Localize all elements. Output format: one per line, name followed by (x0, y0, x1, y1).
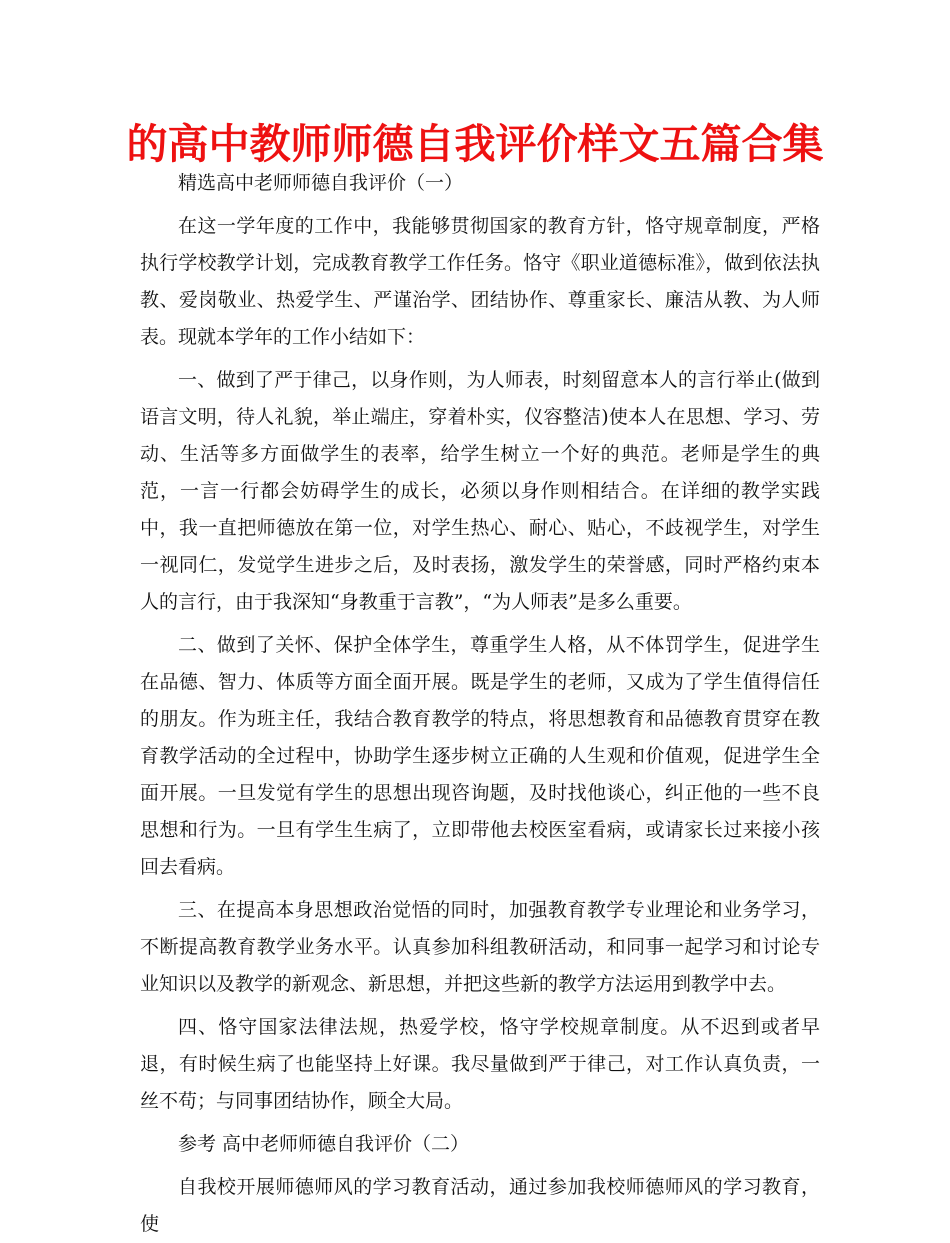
section-heading-1: 精选高中老师师德自我评价（一） (178, 172, 464, 194)
paragraph: 四、恪守国家法律法规，热爱学校，恪守学校规章制度。从不迟到或者早退，有时候生病了也能坚持上好课。我尽量做到严于律己，对工作认真负责，一丝不苟；与同事团结协作，顾全大局。 (140, 1016, 820, 1112)
paragraph: 二、做到了关怀、保护全体学生，尊重学生人格，从不体罚学生，促进学生在品德、智力、体质等方面全面开展。既是学生的老师，又成为了学生值得信任的朋友。作为班主任，我结合教育教学的特点，将思想教育和品德教育贯穿在教育教学活动的全过程中，协助学生逐步树立正确的人生观和价值观，促进学生全面开展。一旦发觉有学生的思想出现咨询题，及时找他谈心，纠正他的一些不良思想和行为。一旦有学生生病了，立即带他去校医室看病，或请家长过来接小孩回去看病。 (140, 634, 820, 878)
paragraph: 自我校开展师德师风的学习教育活动，通过参加我校师德师风的学习教育，使 (140, 1176, 820, 1235)
document-body (140, 165, 820, 1243)
paragraph: 一、做到了严于律己，以身作则，为人师表，时刻留意本人的言行举止(做到语言文明，待人礼貌，举止端庄，穿着朴实，仪容整洁)使本人在思想、学习、劳动、生活等多方面做学生的表率，给学生树立一个好的典范。老师是学生的典范，一言一行都会妨碍学生的成长，必须以身作则相结合。在详细的教学实践中，我一直把师德放在第一位，对学生热心、耐心、贴心，不歧视学生，对学生一视同仁，发觉学生进步之后，及时表扬，激发学生的荣誉感，同时严格约束本人的言行，由于我深知“身教重于言教”，“为人师表”是多么重要。 (140, 369, 820, 613)
paragraph: 在这一学年度的工作中，我能够贯彻国家的教育方针，恪守规章制度，严格执行学校教学计划，完成教育教学工作任务。恪守《职业道德标准》，做到依法执教、爱岗敬业、热爱学生、严谨治学、团结协作、尊重家长、廉洁从教、为人师表。现就本学年的工作小结如下： (140, 215, 820, 348)
paragraph: 三、在提高本身思想政治觉悟的同时，加强教育教学专业理论和业务学习，不断提高教育教学业务水平。认真参加科组教研活动，和同事一起学习和讨论专业知识以及教学的新观念、新思想，并把这些新的教学方法运用到教学中去。 (140, 899, 820, 995)
document-title: 的高中教师师德自我评价样文五篇合集 (126, 120, 824, 168)
section-heading-2: 参考 高中老师师德自我评价（二） (178, 1133, 470, 1155)
